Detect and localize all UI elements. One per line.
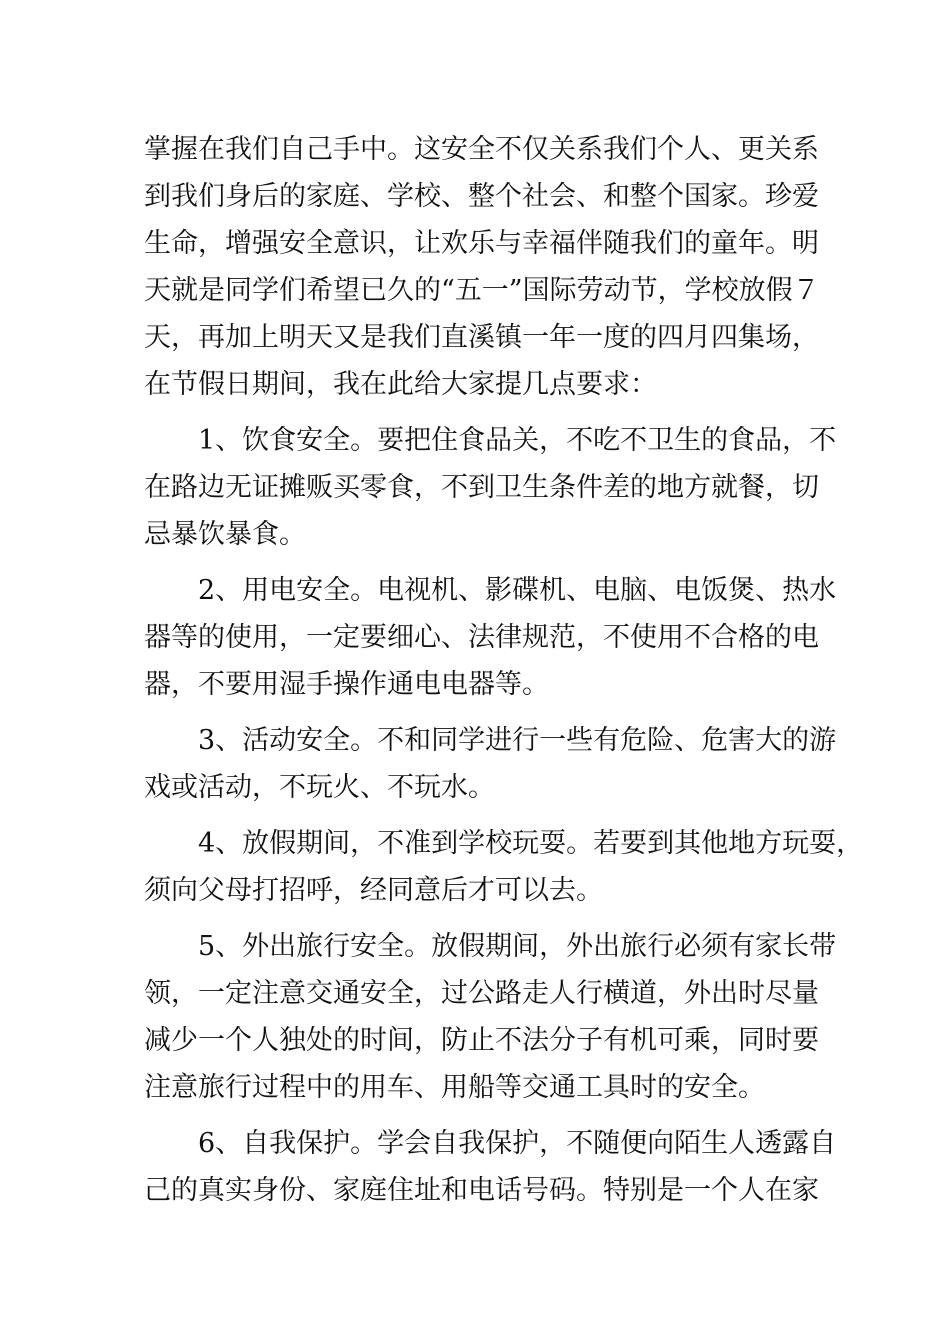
text-line: 3、活动安全。不和同学进行一些有危险、危害大的游 <box>144 725 837 756</box>
text-line: 2、用电安全。电视机、影碟机、电脑、电饭煲、热水 <box>144 575 837 606</box>
document-body <box>144 126 864 1214</box>
text-line: 在节假日期间，我在此给大家提几点要求： <box>144 369 657 400</box>
text-line: 器等的使用，一定要细心、法律规范，不使用不合格的电 <box>144 622 819 653</box>
text-line: 生命，增强安全意识，让欢乐与幸福伴随我们的童年。明 <box>144 228 819 259</box>
text-line: 忌暴饮暴食。 <box>144 519 306 550</box>
text-line: 天，再加上明天又是我们直溪镇一年一度的四月四集场， <box>144 322 819 353</box>
text-line: 戏或活动，不玩火、不玩水。 <box>144 772 495 803</box>
text-line: 天就是同学们希望已久的“五一”国际劳动节，学校放假７ <box>144 275 820 306</box>
paragraph-3 <box>144 567 837 708</box>
text-line: 6、自我保护。学会自我保护，不随便向陌生人透露自 <box>144 1128 837 1159</box>
paragraph-gap <box>144 811 824 820</box>
paragraph-gap <box>144 914 824 923</box>
text-line: 领，一定注意交通安全，过公路走人行横道，外出时尽量 <box>144 978 819 1009</box>
paragraph-gap <box>144 408 824 417</box>
paragraph-2 <box>144 417 837 558</box>
text-line: 须向父母打招呼，经同意后才可以去。 <box>144 875 603 906</box>
paragraph-5 <box>144 820 864 914</box>
paragraph-6 <box>144 923 837 1111</box>
text-line: 器，不要用湿手操作通电电器等。 <box>144 669 549 700</box>
paragraph-gap <box>144 558 824 567</box>
text-line: 掌握在我们自己手中。这安全不仅关系我们个人、更关系 <box>144 134 819 165</box>
text-line: 4、放假期间，不准到学校玩耍。若要到其他地方玩耍， <box>144 828 864 859</box>
paragraph-1 <box>144 126 824 408</box>
text-line: 到我们身后的家庭、学校、整个社会、和整个国家。珍爱 <box>144 181 819 212</box>
paragraph-4 <box>144 717 837 811</box>
text-line: 减少一个人独处的时间，防止不法分子有机可乘，同时要 <box>144 1025 819 1056</box>
text-line: 在路边无证摊贩买零食，不到卫生条件差的地方就餐，切 <box>144 472 819 503</box>
text-line: 己的真实身份、家庭住址和电话号码。特别是一个人在家 <box>144 1175 819 1206</box>
text-line: 注意旅行过程中的用车、用船等交通工具时的安全。 <box>144 1072 765 1103</box>
text-line: 5、外出旅行安全。放假期间，外出旅行必须有家长带 <box>144 931 837 962</box>
paragraph-gap <box>144 1111 824 1120</box>
paragraph-gap <box>144 708 824 717</box>
text-line: 1、饮食安全。要把住食品关，不吃不卫生的食品，不 <box>144 425 837 456</box>
paragraph-7 <box>144 1120 837 1214</box>
